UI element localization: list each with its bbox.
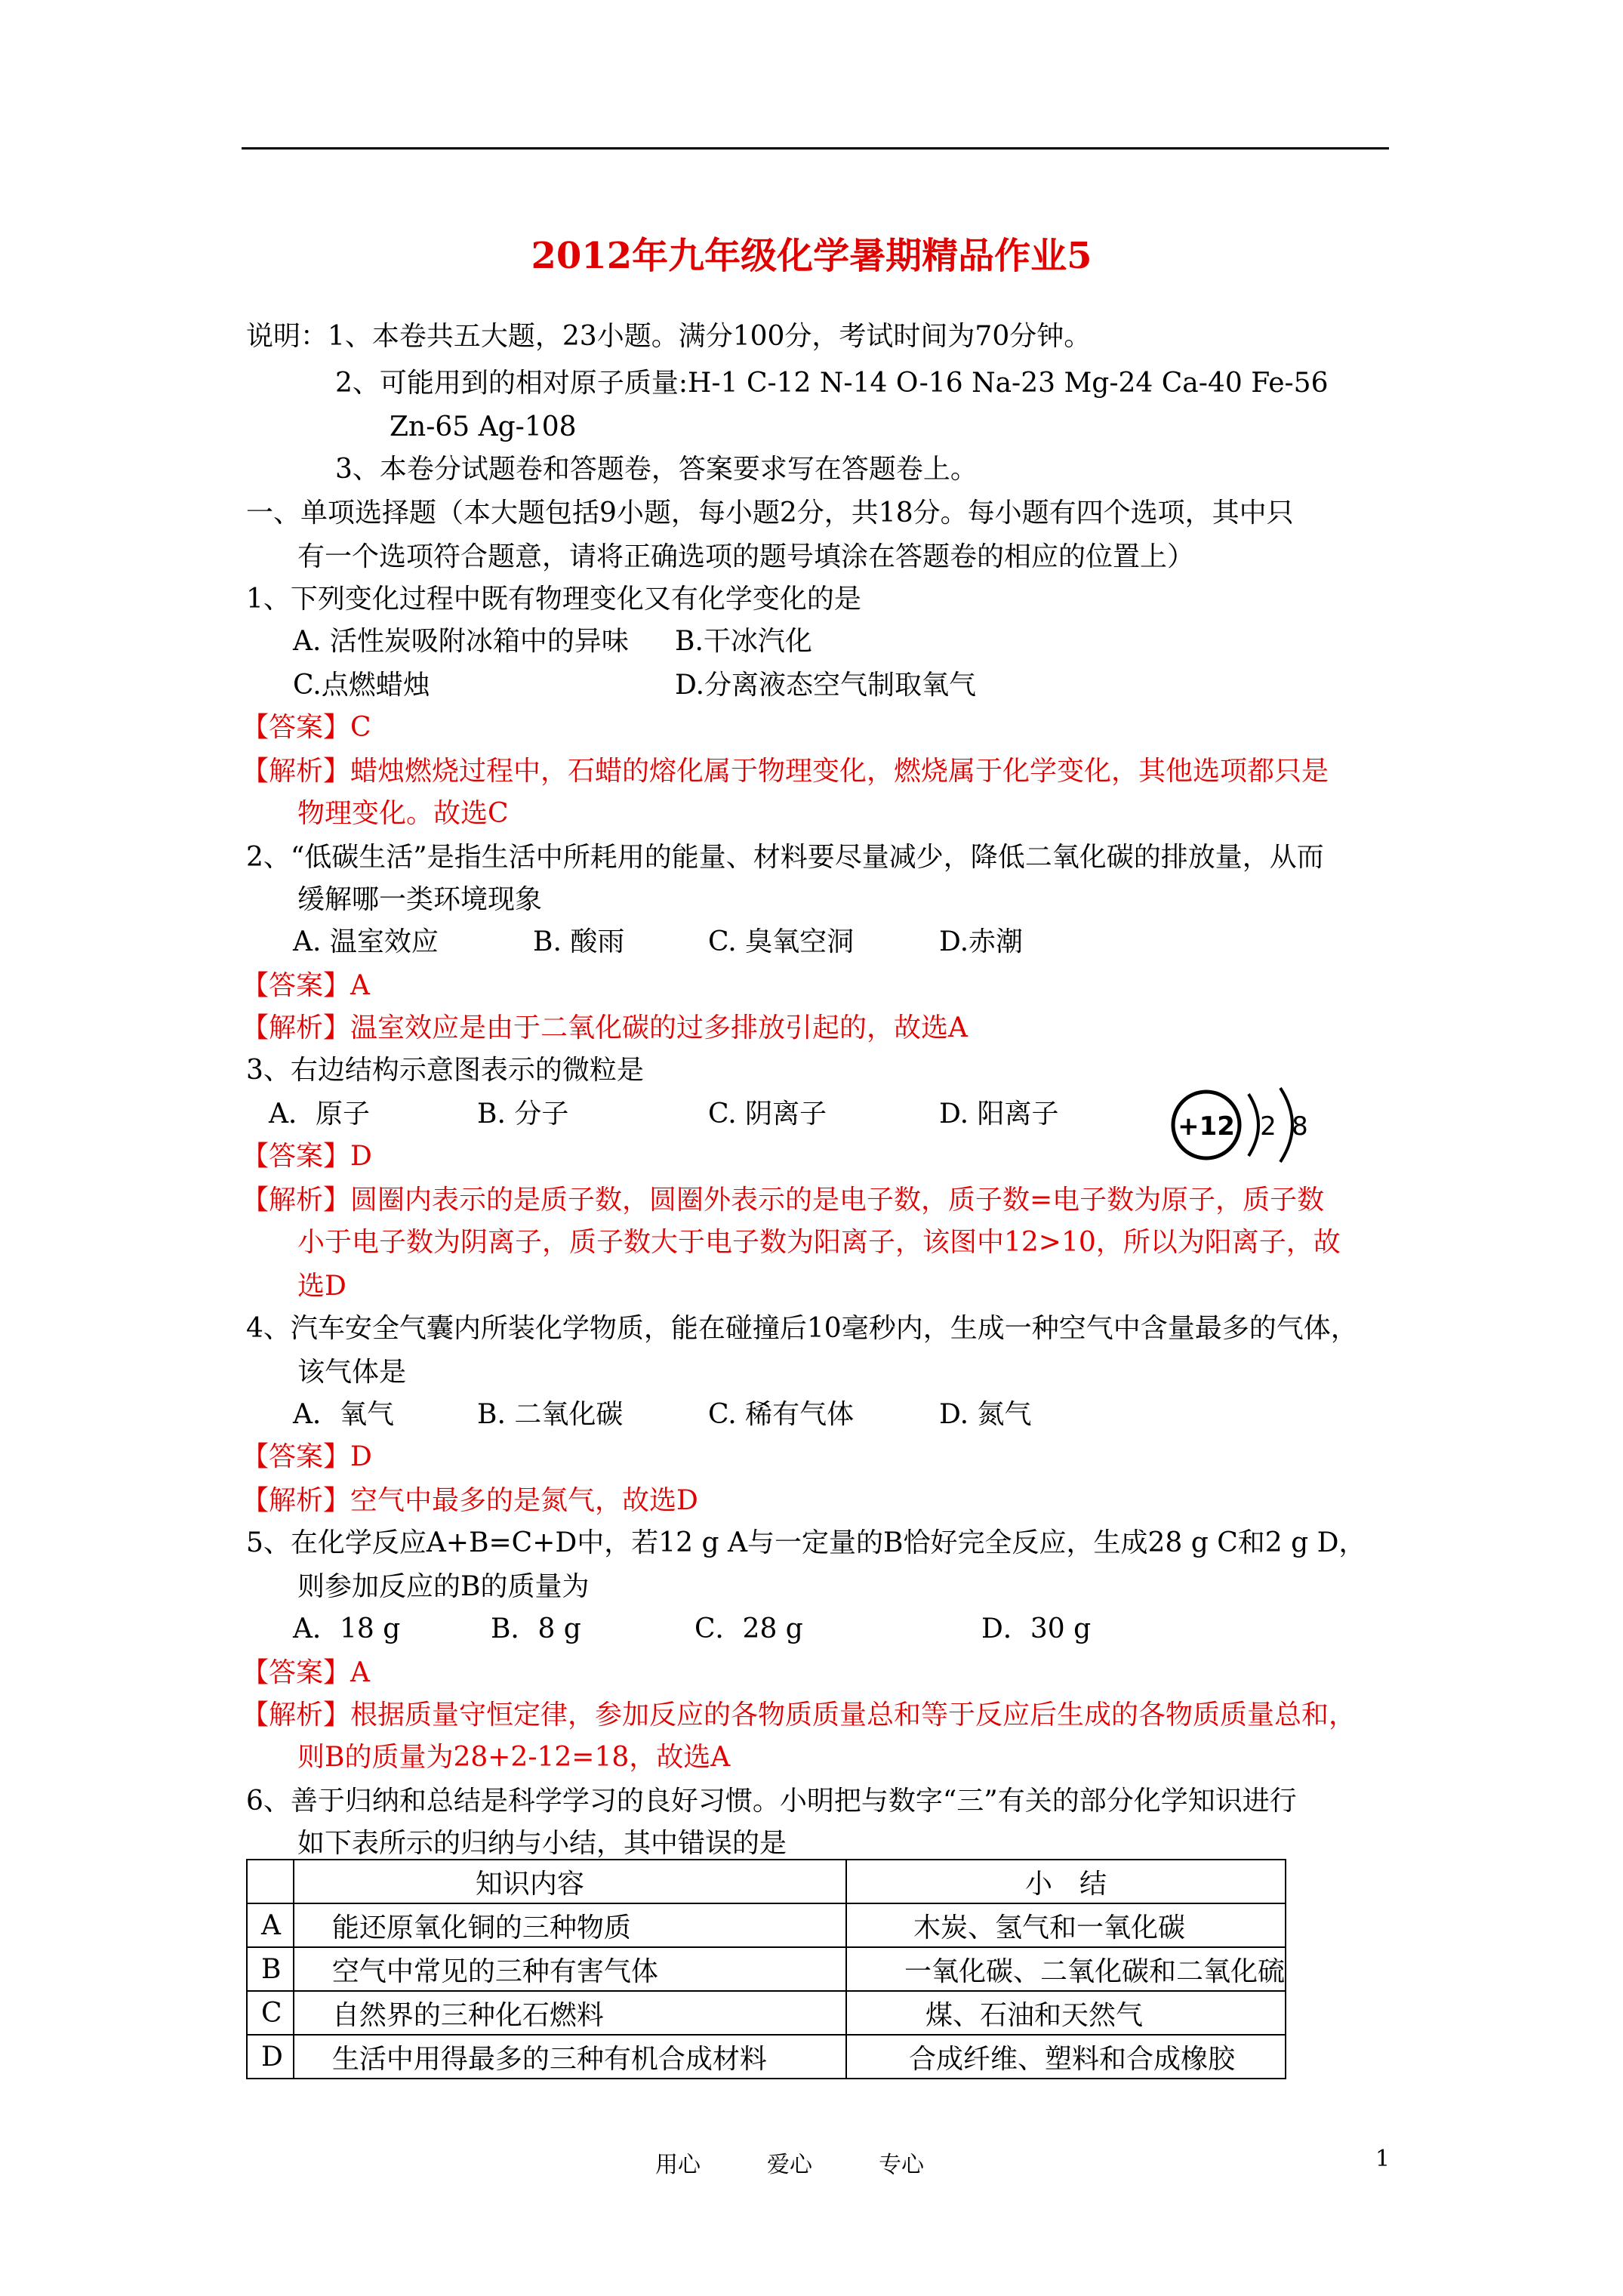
table-row [247,2035,1286,2079]
q4-option-c: C. 稀有气体 [708,1399,855,1430]
q5-option-a: A．18 g [293,1613,401,1644]
table-cell: 一氧化碳、二氧化碳和二氧化硫 [846,1947,1286,1991]
q3-option-d: D. 阳离子 [939,1099,1059,1130]
q4-option-d: D. 氮气 [939,1399,1032,1430]
table-cell: 木炭、氢气和一氧化碳 [846,1903,1286,1947]
q3-option-b: B. 分子 [477,1099,569,1130]
q4-stem-2: 该气体是 [297,1357,407,1388]
q1-answer: 【答案】C [242,712,371,743]
section-heading-line-2: 有一个选项符合题意，请将正确选项的题号填涂在答题卷的相应的位置上） [297,541,1195,572]
instruction-line-3: 3、本卷分试题卷和答题卷，答案要求写在答题卷上。 [335,454,978,485]
q2-answer: 【答案】A [242,970,370,1001]
electron-shell-2-arc [1280,1088,1292,1162]
q4-stem-1: 4、汽车安全气囊内所装化学物质，能在碰撞后10毫秒内，生成一种空气中含量最多的气体， [246,1313,1358,1344]
q3-analysis-3: 选D [297,1271,346,1302]
q6-stem-1: 6、善于归纳和总结是科学学习的良好习惯。小明把与数字“三”有关的部分化学知识进行 [246,1786,1297,1817]
q1-analysis-2: 物理变化。故选C [297,798,509,829]
q5-option-b: B．8 g [491,1613,581,1644]
q3-stem: 3、右边结构示意图表示的微粒是 [246,1055,644,1086]
q1-option-b: B.干冰汽化 [675,626,812,657]
q1-option-a: A. 活性炭吸附冰箱中的异味 [293,626,629,657]
q3-answer: 【答案】D [242,1141,372,1172]
table-row [247,1903,1286,1947]
q2-option-d: D.赤潮 [939,926,1024,957]
footer-text-middle: 爱心 [767,2152,812,2178]
q5-option-c: C．28 g [694,1613,803,1644]
table-cell: 能还原氧化铜的三种物质 [294,1903,846,1947]
q6-knowledge-table [246,1859,1286,2079]
footer-text-right: 专心 [879,2152,924,2178]
q4-analysis: 【解析】空气中最多的是氮气，故选D [242,1485,698,1516]
instruction-line-2b: Zn-65 Ag-108 [390,411,577,442]
q3-option-c: C. 阴离子 [708,1099,827,1130]
section-heading-line-1: 一、单项选择题（本大题包括9小题，每小题2分，共18分。每小题有四个选项，其中只 [246,498,1294,529]
q3-analysis-1: 【解析】圆圈内表示的是质子数，圆圈外表示的是电子数，质子数=电子数为原子，质子数 [242,1185,1325,1216]
shell-1-electrons: 2 [1260,1111,1277,1142]
q1-option-d: D.分离液态空气制取氧气 [675,670,977,701]
q3-analysis-2: 小于电子数为阴离子，质子数大于电子数为阳离子，该图中12>10，所以为阳离子，故 [297,1227,1341,1258]
q5-answer: 【答案】A [242,1657,370,1688]
q1-stem: 1、下列变化过程中既有物理变化又有化学变化的是 [246,584,861,615]
q5-stem-1: 5、在化学反应A+B=C+D中，若12 g A与一定量的B恰好完全反应，生成28 g C和2 g D， [246,1527,1366,1558]
q4-option-b: B. 二氧化碳 [477,1399,624,1430]
table-cell: 空气中常见的三种有害气体 [294,1947,846,1991]
q5-analysis-2: 则B的质量为28+2-12=18，故选A [297,1742,731,1773]
header-rule [242,147,1389,149]
q5-option-d: D．30 g [981,1613,1092,1644]
q5-analysis-1: 【解析】根据质量守恒定律，参加反应的各物质质量总和等于反应后生成的各物质质量总和， [242,1700,1357,1730]
q5-stem-2: 则参加反应的B的质量为 [297,1571,590,1602]
q2-option-a: A. 温室效应 [293,926,439,957]
q2-option-b: B. 酸雨 [533,926,625,957]
q1-option-c: C.点燃蜡烛 [293,670,430,701]
table-header-cell [247,1860,294,1903]
table-cell: 合成纤维、塑料和合成橡胶 [846,2035,1286,2079]
q2-stem-2: 缓解哪一类环境现象 [297,884,543,915]
instruction-line-1: 说明：1、本卷共五大题，23小题。满分100分，考试时间为70分钟。 [246,321,1092,352]
table-cell: C [247,1991,294,2035]
nucleus-charge: +12 [1178,1111,1235,1142]
table-row [247,1991,1286,2035]
shell-2-electrons: 8 [1292,1111,1308,1142]
table-row [247,1947,1286,1991]
q6-stem-2: 如下表所示的归纳与小结，其中错误的是 [297,1828,787,1859]
q2-stem-1: 2、“低碳生活”是指生活中所耗用的能量、材料要尽量减少，降低二氧化碳的排放量，从而 [246,842,1324,873]
table-cell: B [247,1947,294,1991]
table-cell: 自然界的三种化石燃料 [294,1991,846,2035]
q2-analysis: 【解析】温室效应是由于二氧化碳的过多排放引起的，故选A [242,1012,968,1043]
table-header-cell: 知识内容 [294,1860,846,1903]
page-title: 2012年九年级化学暑期精品作业5 [531,235,1092,277]
q4-option-a: A．氧气 [293,1399,394,1430]
electron-shell-1-arc [1249,1094,1258,1156]
q3-option-a: A．原子 [269,1099,370,1130]
page-number: 1 [1375,2146,1390,2172]
table-cell: 生活中用得最多的三种有机合成材料 [294,2035,846,2079]
footer-text-left: 用心 [655,2152,701,2178]
q4-answer: 【答案】D [242,1441,372,1472]
q1-analysis-1: 【解析】蜡烛燃烧过程中，石蜡的熔化属于物理变化，燃烧属于化学变化，其他选项都只是 [242,756,1329,787]
table-header-row [247,1860,1286,1903]
table-header-cell: 小 结 [846,1860,1286,1903]
atomic-structure-diagram [1167,1083,1348,1166]
q2-option-c: C. 臭氧空洞 [708,926,855,957]
table-cell: 煤、石油和天然气 [846,1991,1286,2035]
table-cell: D [247,2035,294,2079]
instruction-line-2: 2、可能用到的相对原子质量:H-1 C-12 N-14 O-16 Na-23 Mg-24 Ca-40 Fe-56 [335,368,1329,399]
table-cell: A [247,1903,294,1947]
